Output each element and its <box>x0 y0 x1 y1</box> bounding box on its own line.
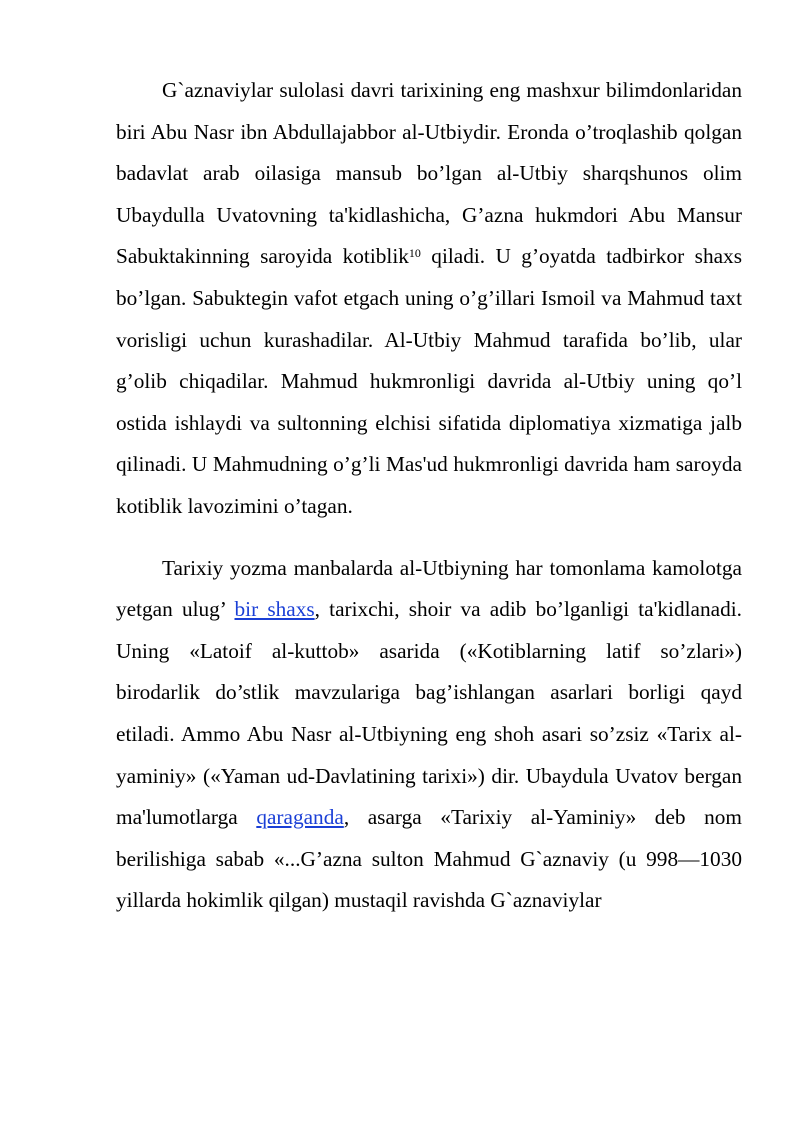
paragraph-2-text-a: Tarixiy yozma manbalarda al-Utbiyning har tomonlama kamolotga yetgan ulug’ <box>116 555 742 622</box>
link-bir-shaxs[interactable]: bir shaxs <box>234 597 315 622</box>
paragraph-1-text-a: G`aznaviylar sulolasi davri tarixining eng mashxur bilimdonlaridan biri Abu Nasr ibn Abdullajabbor al-Utbiydir. Eronda o’troqlashib qolgan badavlat arab oilasiga mansub bo’lgan al-Utbiy sharqshunos olim Ubaydulla Uvatovning ta'kidlashicha, G’azna hukmdori Abu Mansur Sabuktakinning saroyida kotiblik <box>116 78 742 269</box>
footnote-ref[interactable]: 10 <box>408 246 421 261</box>
paragraph-1-text-b: qiladi. U g’oyatda tadbirkor shaxs bo’lgan. Sabuktegin vafot etgach uning o’g’illari Ismoil va Mahmud taxt vorisligi uchun kurashadilar. Al-Utbiy Mahmud tarafida bo’lib, ular g’olib chiqadilar. Mahmud hukmronligi davrida al-Utbiy uning qo’l ostida ishlaydi va sultonning elchisi sifatida diplomatiya xizmatiga jalb qilinadi. U Mahmudning o’g’li Mas'ud hukmronligi davrida ham saroyda kotiblik lavozimini o’tagan. <box>116 244 742 518</box>
document-page <box>116 70 742 922</box>
paragraph-1 <box>116 70 742 528</box>
link-qaraganda[interactable]: qaraganda <box>256 805 344 830</box>
paragraph-2 <box>116 548 742 922</box>
paragraph-2-text-c: , asarga «Tarixiy al-Yaminiy» deb nom berilishiga sabab «...G’azna sulton Mahmud G`aznaviy (u 998—1030 yillarda hokimlik qilgan) mustaqil ravishda G`aznaviylar <box>116 805 742 913</box>
paragraph-2-text-b: , tarixchi, shoir va adib bo’lganligi ta'kidlanadi. Uning «Latoif al-kuttob» asarida («Kotiblarning latif so’zlari») birodarlik do’stlik mavzulariga bag’ishlangan asarlari borligi qayd etiladi. Ammo Abu Nasr al-Utbiyning eng shoh asari so’zsiz «Tarix al-yaminiy» («Yaman ud-Davlatining tarixi») dir. Ubaydula Uvatov bergan ma'lumotlarga <box>116 597 742 830</box>
